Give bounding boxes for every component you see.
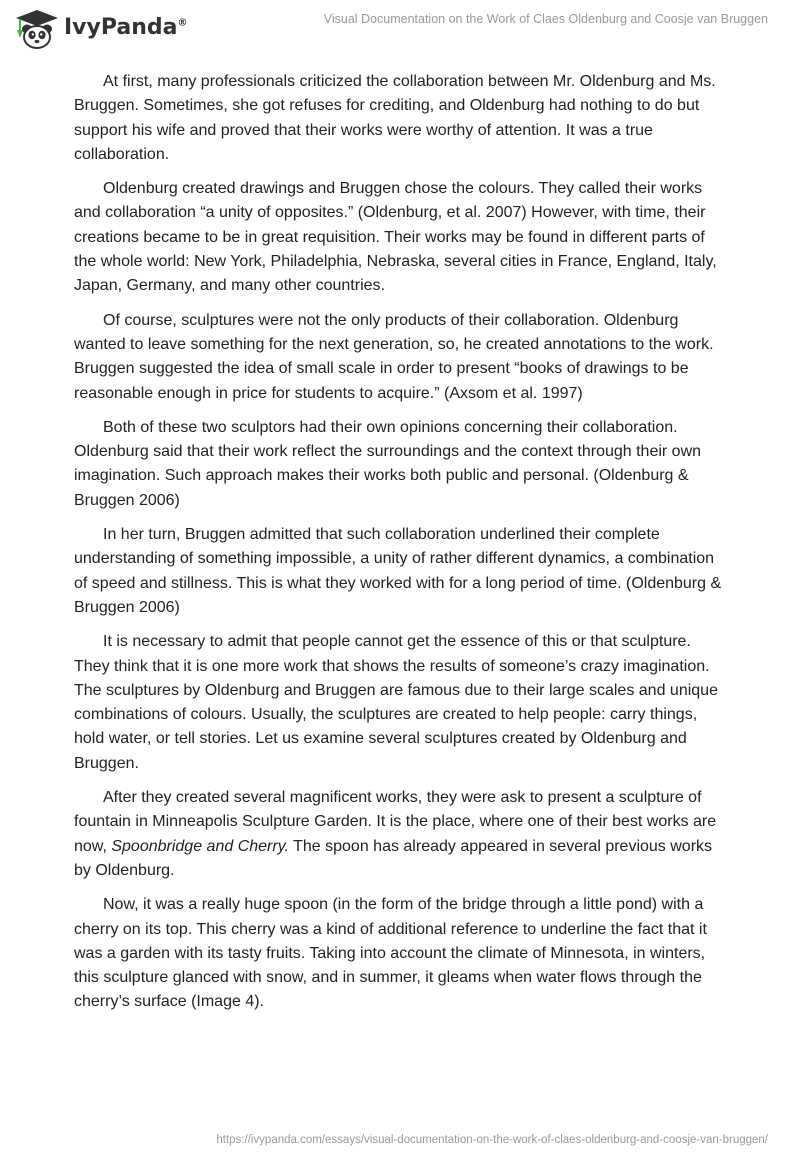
essay-body bbox=[74, 70, 724, 1025]
panda-graduate-icon bbox=[14, 8, 60, 52]
paragraph: Both of these two sculptors had their own opinions concerning their collaboration. Oldenburg said that their work reflect the surroundings and the context through their own imagination. Such approach makes their works both public and personal. (Oldenburg & Bruggen 2006) bbox=[74, 418, 702, 509]
ivypanda-logo[interactable] bbox=[14, 8, 214, 52]
paragraph: At first, many professionals criticized the collaboration between Mr. Oldenburg and Ms. Bruggen. Sometimes, she got refuses for crediting, and Oldenburg had nothing to do but support his wife and proved that their works were worthy of attention. It was a true collaboration. bbox=[74, 73, 716, 163]
page-header bbox=[0, 0, 800, 60]
paragraph bbox=[74, 786, 724, 883]
paragraph: Now, it was a really huge spoon (in the form of the bridge through a little pond) with a cherry on its top. This cherry was a kind of additional reference to underline the fact that it was a garden with its tasty fruits. Taking into account the climate of Minnesota, in winters, this sculpture glanced with snow, and in summer, it gleams when water flows through the cherry’s surface (Image 4). bbox=[74, 896, 707, 1011]
paragraph-text: After they created several magnificent works, they were ask to present a sculpture of fountain in Minneapolis Sculpture Garden. It is the place, where one of their best works are now, bbox=[74, 789, 717, 855]
paragraph: It is necessary to admit that people cannot get the essence of this or that sculpture. They think that it is one more work that shows the results of someone’s crazy imagination. The sculptures by Oldenburg and Bruggen are famous due to their large scales and unique combinations of colours. Usually, the sculptures are created to help people: carry things, hold water, or tell stories. Let us examine several sculptures created by Oldenburg and Bruggen. bbox=[74, 633, 718, 772]
paragraph: Of course, sculptures were not the only products of their collaboration. Oldenburg wanted to leave something for the next generation, so, he created annotations to the work. Bruggen suggested the idea of small scale in order to present “books of drawings to be reasonable enough in price for students to acquire.” (Axsom et al. 1997) bbox=[74, 311, 714, 402]
artwork-title: Spoonbridge and Cherry. bbox=[111, 837, 289, 855]
paragraph-text: The spoon has already appeared in several previous works by Oldenburg. bbox=[74, 837, 713, 879]
document-title: Visual Documentation on the Work of Claes Oldenburg and Coosje van Bruggen bbox=[323, 12, 768, 26]
footer-source-url[interactable]: https://ivypanda.com/essays/visual-documentation-on-the-work-of-claes-oldenburg-and-coosje-van-bruggen/ bbox=[216, 1134, 768, 1146]
logo-wordmark: IvyPanda® bbox=[64, 15, 188, 40]
paragraph: In her turn, Bruggen admitted that such collaboration underlined their complete understanding of something impossible, a unity of rather different dynamics, a combination of speed and stillness. This is what they worked with for a long period of time. (Oldenburg & Bruggen 2006) bbox=[74, 526, 722, 616]
paragraph: Oldenburg created drawings and Bruggen chose the colours. They called their works and collaboration “a unity of opposites.” (Oldenburg, et al. 2007) However, with time, their creations became to be in great requisition. Their works may be found in different parts of the whole world: New York, Philadelphia, Nebraska, several cities in France, England, Italy, Japan, Germany, and many other countries. bbox=[74, 180, 717, 295]
